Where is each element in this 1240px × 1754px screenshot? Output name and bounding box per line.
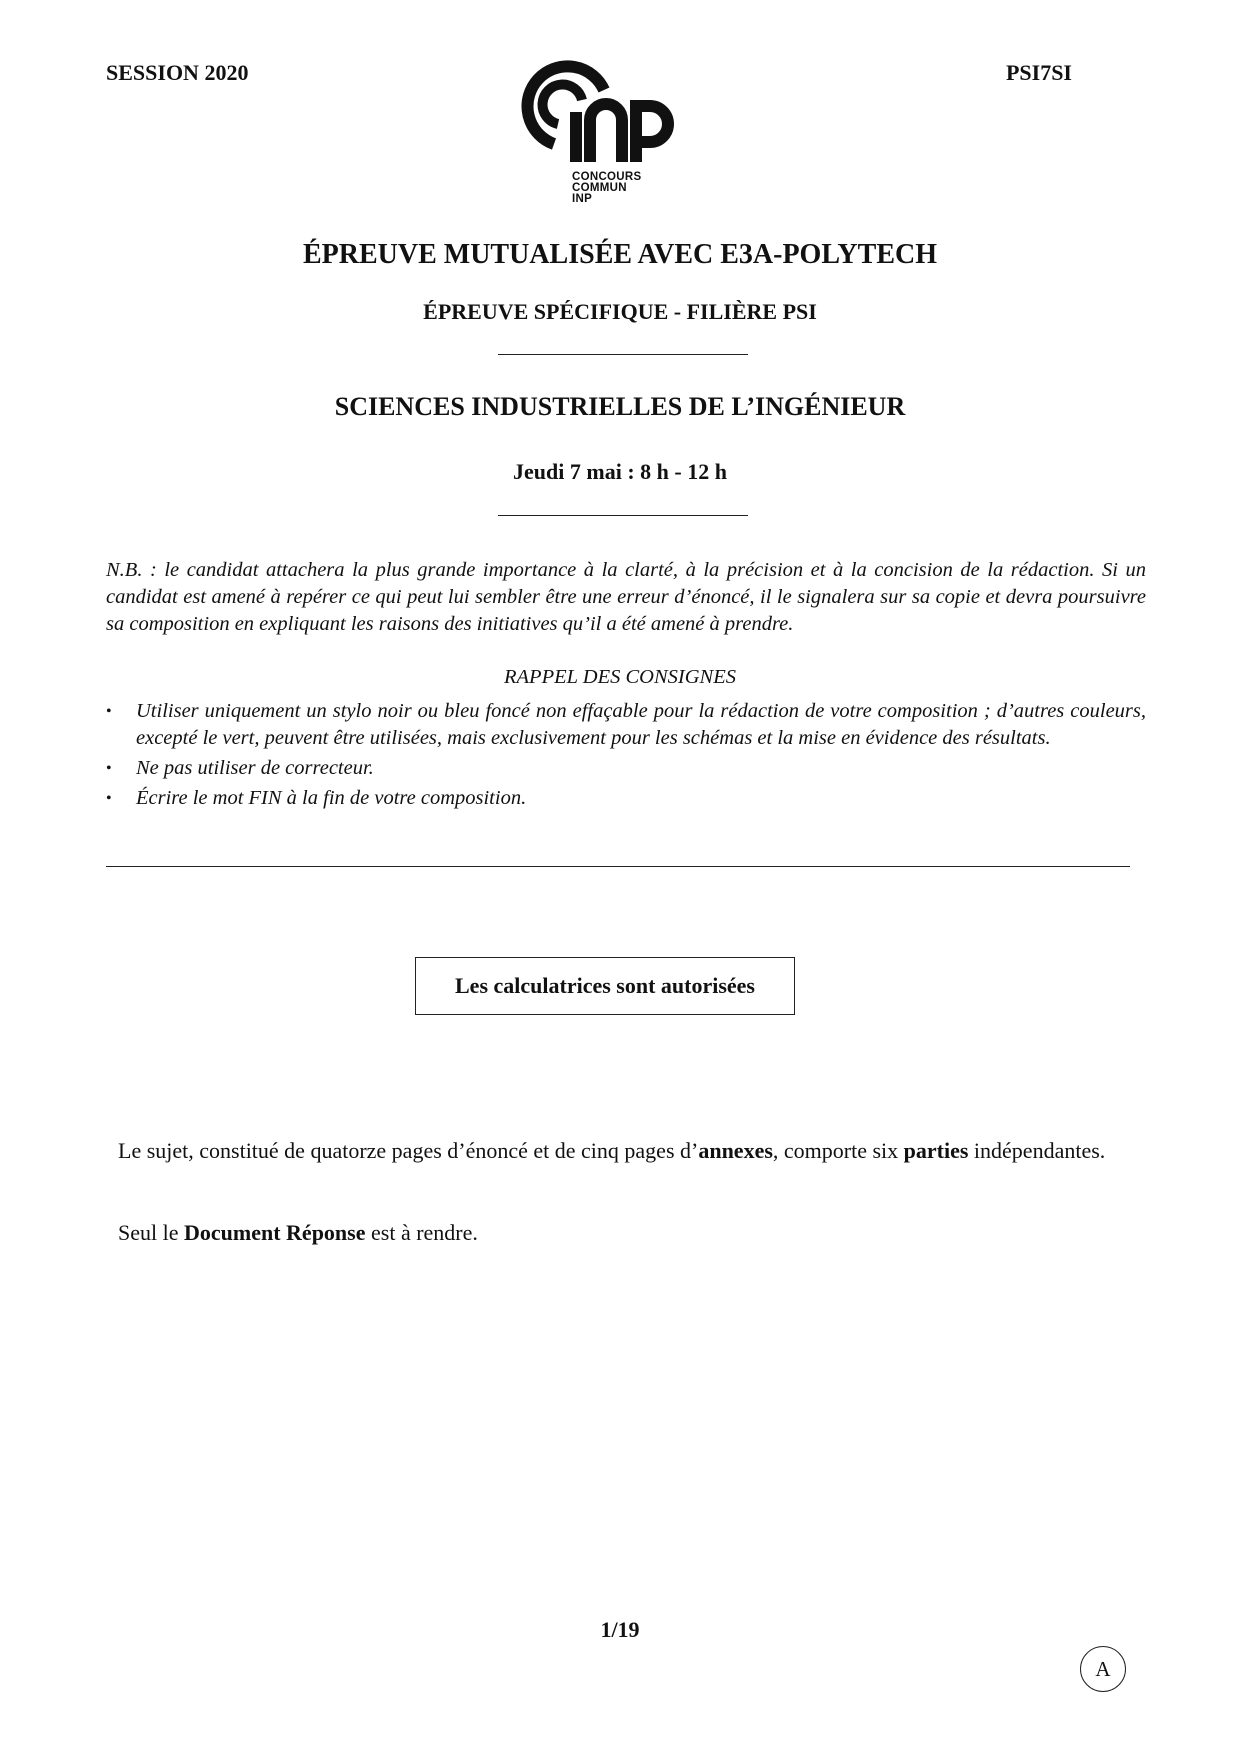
list-item	[106, 755, 1146, 782]
render-info	[118, 1220, 478, 1246]
rules-list	[106, 698, 1146, 815]
page-number: 1/19	[600, 1617, 640, 1642]
list-item-text: Écrire le mot FIN à la fin de votre composition.	[136, 787, 527, 809]
logo-caption	[572, 172, 642, 205]
subject-text: , comporte six	[772, 1138, 904, 1163]
logo-caption-line: INP	[572, 193, 593, 205]
logo-letter-i	[570, 112, 582, 162]
calculator-notice: Les calculatrices sont autorisées	[415, 957, 795, 1015]
divider	[498, 515, 748, 516]
list-item-text: Ne pas utiliser de correcteur.	[136, 757, 374, 779]
bullet-icon: •	[106, 703, 112, 720]
rappel-title: RAPPEL DES CONSIGNES	[504, 666, 736, 688]
parties-bold: parties	[903, 1138, 969, 1163]
specific-title: ÉPREUVE SPÉCIFIQUE - FILIÈRE PSI	[423, 299, 817, 324]
subject-text: Le sujet, constitué de quatorze pages d’énoncé et de cinq pages d’	[118, 1138, 699, 1163]
subject-text: indépendantes.	[968, 1138, 1106, 1163]
divider	[498, 354, 748, 355]
list-item	[106, 785, 1146, 812]
list-item	[106, 698, 1146, 752]
bullet-icon: •	[106, 760, 112, 777]
logo-caption-line: COMMUN	[572, 182, 627, 194]
exam-code: PSI7SI	[1005, 60, 1072, 85]
nb-paragraph: N.B. : le candidat attachera la plus grande importance à la clarté, à la précision et à la concision de la rédaction. Si un candidat est amené à repérer ce qui peut lui sembler être une erreur d’énoncé, il le signalera sur sa copie et devra poursuivre sa composition en expliquant les raisons des initiatives qu’il a été amené à prendre.	[106, 559, 1146, 635]
session-label: SESSION 2020	[106, 60, 249, 85]
document-reponse-bold: Document Réponse	[184, 1220, 366, 1245]
annexes-bold: annexes	[698, 1138, 773, 1163]
list-item-text: Utiliser uniquement un stylo noir ou bleu foncé non effaçable pour la rédaction de votre composition ; d’autres couleurs, excepté le vert, peuvent être utilisées, mais exclusivement pour les schémas et la mise en évidence des résultats.	[136, 700, 1146, 749]
exam-date: Jeudi 7 mai : 8 h - 12 h	[513, 459, 727, 484]
subject-title: SCIENCES INDUSTRIELLES DE L’INGÉNIEUR	[334, 392, 906, 421]
bullet-icon: •	[106, 790, 112, 807]
render-text: est à rendre.	[365, 1220, 478, 1245]
subject-info	[118, 1135, 1130, 1166]
logo-letter-p	[636, 106, 668, 162]
main-title: ÉPREUVE MUTUALISÉE AVEC E3A-POLYTECH	[302, 239, 938, 270]
section-divider	[106, 866, 1130, 867]
logo-letter-n	[590, 104, 622, 162]
version-badge: A	[1080, 1646, 1126, 1692]
logo-caption-line: CONCOURS	[572, 171, 642, 183]
render-text: Seul le	[118, 1220, 184, 1245]
